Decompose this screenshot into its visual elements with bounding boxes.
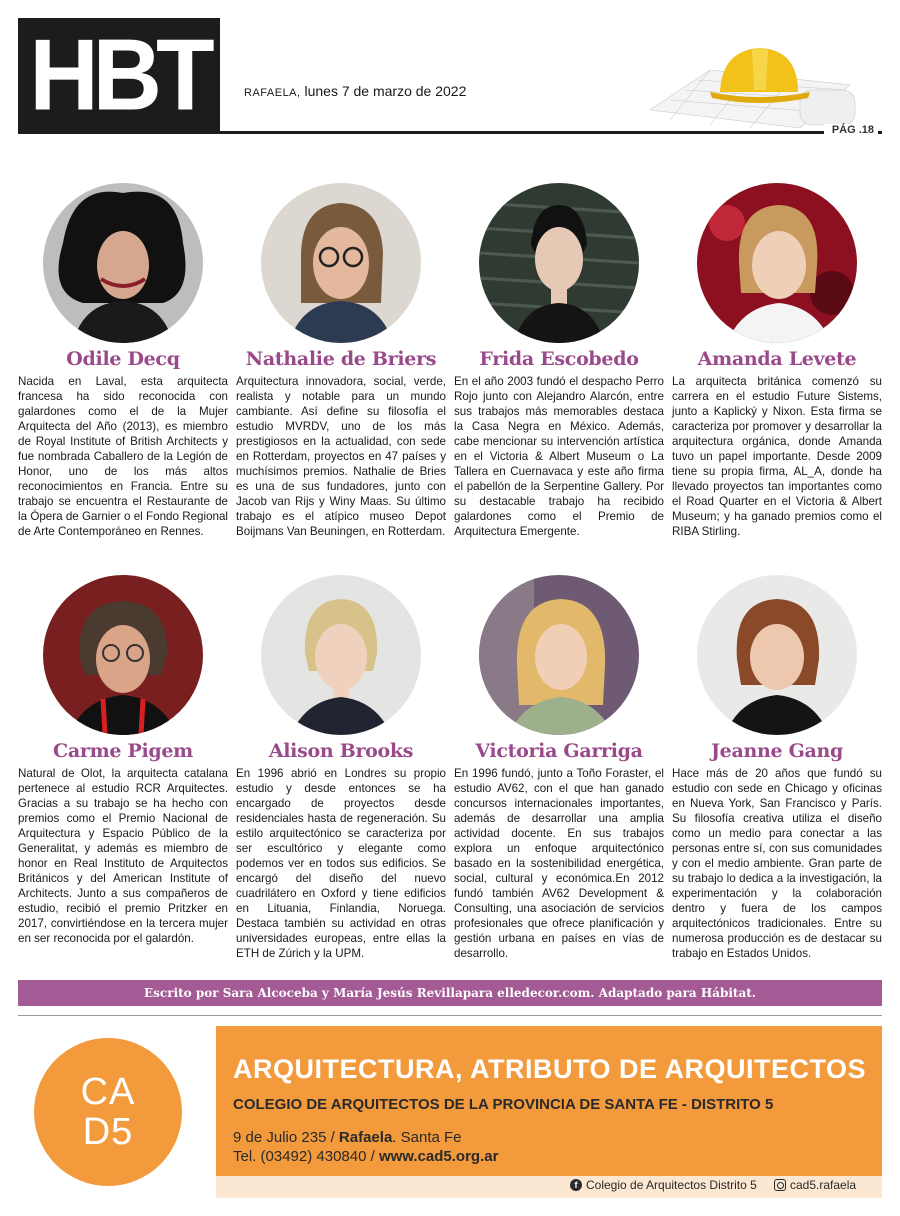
helmet-blueprint-illustration <box>650 40 860 128</box>
architect-name: Odile Decq <box>66 348 180 370</box>
profile-card <box>18 575 228 946</box>
profile-card <box>672 183 882 539</box>
header-city: RAFAELA, <box>244 87 301 99</box>
architect-name: Nathalie de Briers <box>245 348 437 370</box>
ad-subtitle: COLEGIO DE ARQUITECTOS DE LA PROVINCIA DE SANTA FE - DISTRITO 5 <box>233 1096 774 1113</box>
architect-bio: La arquitecta británica comenzó su carrera en el estudio Future Sistems, junto a Kaplický y Nixon. Esta firma se caracteriza por promover y desarrollar la arquitectura orgánica, donde Amanda tuvo un papel importante. Desde 2009 tiene su propia firma, AL_A, donde ha llevado proyectos tan importantes como el Road Quarter en el Victoria & Albert Museum; y ha ganado premios como el RIBA Stirling. <box>672 375 882 538</box>
facebook-icon: f <box>570 1179 582 1191</box>
facebook-handle: Colegio de Arquitectos Distrito 5 <box>586 1178 757 1192</box>
logo-text: HBT <box>29 19 209 132</box>
ad-phone: Tel. (03492) 430840 / <box>233 1148 379 1165</box>
ad-website-link[interactable]: www.cad5.org.ar <box>378 1148 499 1165</box>
ad-address-street: 9 de Julio 235 / <box>233 1129 339 1146</box>
header-rule <box>220 131 882 134</box>
ad-address-city: Rafaela <box>338 1129 393 1146</box>
profile-card <box>454 575 664 961</box>
section-divider <box>18 1015 882 1016</box>
author-credit-bar <box>18 980 882 1006</box>
instagram-handle: cad5.rafaela <box>790 1178 857 1192</box>
architect-name: Carme Pigem <box>53 740 193 762</box>
ad-address-region: . Santa Fe <box>392 1129 462 1146</box>
architect-bio: Arquitectura innovadora, social, verde, realista y notable para un mundo cambiante. Así define su filosofía el estudio MVRDV, uno de los más prestigiosos en la actualidad, con sede en Rotterdam, proyectos en 47 países y muchísimos premios. Nathalie de Bries es una de sus fundadores, junto con Jacob van Rijs y Winy Maas. Su último trabajo es el atípico museo Depot Boijmans Van Beuningen, en Rotterdam. <box>236 375 446 538</box>
header-date: lunes 7 de marzo de 2022 <box>304 83 467 99</box>
architect-name: Amanda Levete <box>697 348 857 370</box>
portrait-photo <box>479 575 639 735</box>
ad-facebook[interactable] <box>570 1178 757 1192</box>
portrait-photo <box>43 183 203 343</box>
architect-bio: Nacida en Laval, esta arquitecta francesa ha sido reconocida con galardones como el de la Mujer Arquitecta del Año (2013), es miembro de Royal Institute of British Architects y fue nombrada Caballero de la Legión de Honor, uno de los más altos reconocimientos en Francia. Entre su trabajo se encuentra el Restaurante de la Ópera de Garnier o el Fondo Regional de Arte Contemporáneo en Rennes. <box>18 375 228 538</box>
ad-headline: ARQUITECTURA, ATRIBUTO DE ARQUITECTOS <box>233 1054 867 1084</box>
profile-card <box>672 575 882 961</box>
portrait-photo <box>261 183 421 343</box>
profile-card <box>454 183 664 539</box>
cad5-logo <box>34 1038 182 1186</box>
architect-name: Victoria Garriga <box>475 740 643 762</box>
architect-bio: En el año 2003 fundó el despacho Perro Rojo junto con Alejandro Alarcón, entre sus trabajos más memorables destaca la Casa Negra en México. Además, cabe mencionar su intervención artística en el Victoria & Albert Museum o La Tallera en Cuernavaca y este año firma el pabellón de la Serpentine Gallery. Por su destacable trabajo ha recibido galardones como el Premio de Arquitectura Emergente. <box>454 375 664 538</box>
architect-bio: En 1996 abrió en Londres su propio estudio y desde entonces se ha encargado de proyectos desde residenciales hasta de regeneración. Su estilo arquitectónico se caracteriza por ser escultórico y elegante como podemos ver en todos sus edificios. Se encargó del diseño del nuevo cuadrilátero en Oxford y tiene edificios en Lituania, Finlandia, Noruega. Destaca también su actividad en otras universidades europeas, entre ellas la ETH de Zúrich y la UPM. <box>236 767 446 960</box>
portrait-photo <box>479 183 639 343</box>
masthead-logo <box>18 18 220 134</box>
architect-bio: En 1996 fundó, junto a Toño Foraster, el estudio AV62, con el que han ganado concursos internacionales importantes, además de desarrollar una amplia actividad docente. En sus trabajos explora un enfoque arquitectónico basado en la sostenibilidad energética, social, cultural y económica.En 2012 fundó también AV62 Development & Consulting, una asociación de servicios profesionales que ofrece planificación y gestión urbana en países en vías de desarrollo. <box>454 767 664 960</box>
architect-name: Jeanne Gang <box>710 740 844 762</box>
ad-contact <box>233 1148 498 1165</box>
header-dateline <box>244 83 466 99</box>
cad5-logo-line-2: D5 <box>82 1111 134 1153</box>
architect-bio: Hace más de 20 años que fundó su estudio con sede en Chicago y oficinas en Nueva York, San Francisco y París. Su filosofía creativa utiliza el diseño como un medio para conectar a las personas entre sí, con sus comunidades y con el medio ambiente. Gran parte de su trabajo lo dedica a la investigación, la experimentación y la colaboración dentro y fuera de los campos arquitectónicos tradicionales. Entre su numerosa producción es de destacar su trabajo en Estados Unidos. <box>672 767 882 960</box>
portrait-photo <box>261 575 421 735</box>
page-number: PÁG .18 <box>824 124 878 136</box>
architect-name: Alison Brooks <box>268 740 414 762</box>
ad-instagram[interactable] <box>774 1178 856 1192</box>
ad-address <box>233 1129 462 1146</box>
architect-name: Frida Escobedo <box>479 348 639 370</box>
portrait-photo <box>697 575 857 735</box>
portrait-photo <box>697 183 857 343</box>
instagram-icon <box>774 1179 786 1191</box>
profile-card <box>18 183 228 539</box>
profile-card <box>236 183 446 539</box>
cad5-logo-line-1: CA <box>80 1071 136 1113</box>
portrait-photo <box>43 575 203 735</box>
ad-logo-panel <box>18 1026 216 1198</box>
profile-card <box>236 575 446 961</box>
architect-bio: Natural de Olot, la arquitecta catalana pertenece al estudio RCR Arquitectes. Gracias a su trabajo se ha hecho con premios como el Premio Nacional de Arquitectura y Espacio Público de la Generalitat, y además es miembro de honor en Real Instituto de Arquitectos Británicos y del American Institute of Architects. Junto a sus compañeros de estudio, recibió el premio Pritzker en 2017, convirtiéndose en la tercera mujer en ser reconocida por el galardón. <box>18 767 228 945</box>
author-credit: Escrito por Sara Alcoceba y María Jesús Revillapara elledecor.com. Adaptado para Hábitat. <box>144 986 756 1000</box>
advertisement-banner <box>18 1026 882 1198</box>
